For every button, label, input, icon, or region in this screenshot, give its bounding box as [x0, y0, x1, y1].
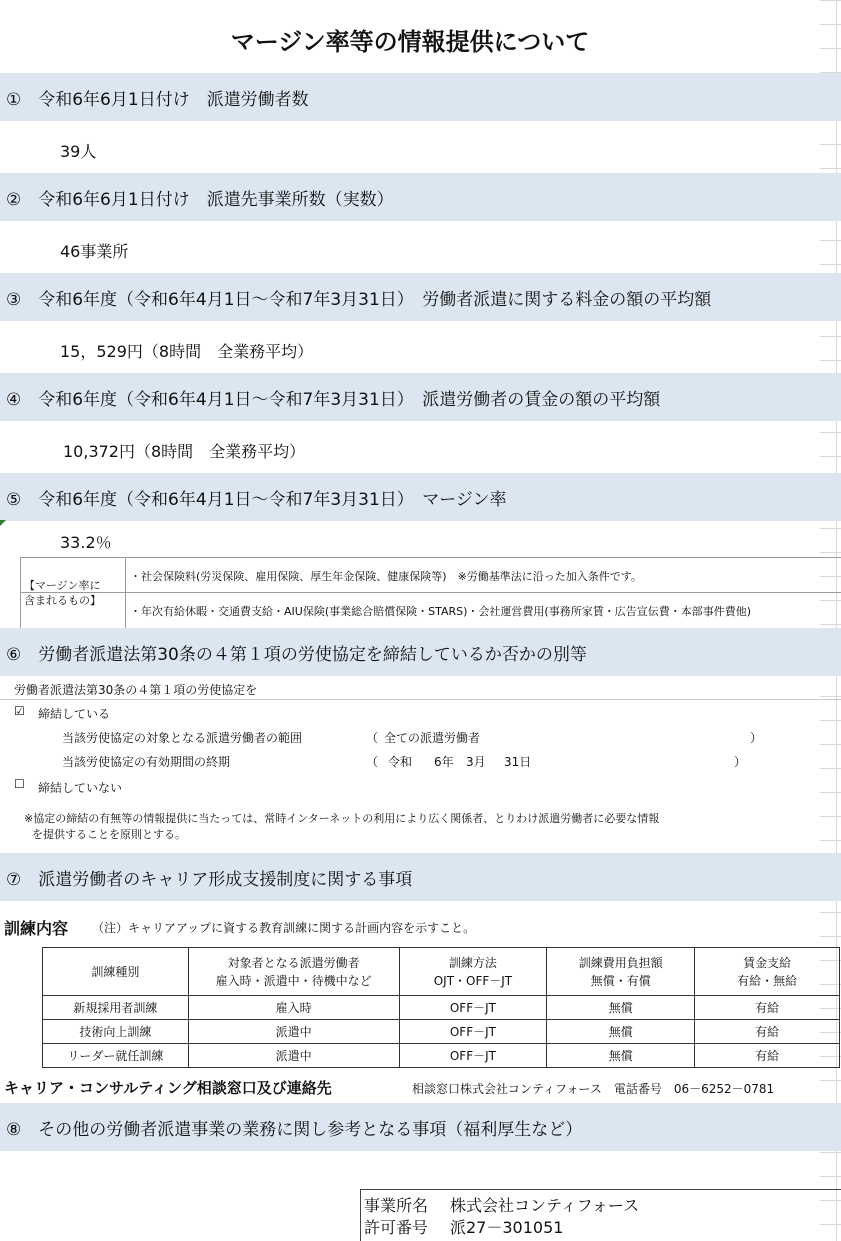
table-cell: 雇入時: [188, 996, 399, 1020]
header-wage-payment: 賃金支給 有給・無給: [695, 948, 840, 996]
header-training-type: 訓練種別: [43, 948, 189, 996]
average-fee-value: 15，529円（8時間 全業務平均）: [60, 342, 314, 361]
table-cell: 派遣中: [188, 1020, 399, 1044]
table-cell: リーダー就任訓練: [43, 1044, 189, 1068]
scope-open-paren: （: [366, 731, 379, 745]
section-7-heading: ⑦ 派遣労働者のキャリア形成支援制度に関する事項: [6, 870, 413, 890]
concluded-label: 締結している: [38, 707, 111, 721]
page-title: マージン率等の情報提供について: [230, 28, 590, 56]
scope-close-paren: ）: [750, 731, 763, 745]
table-row: [43, 1020, 840, 1044]
scope-value: 全ての派遣労働者: [384, 731, 481, 745]
table-cell: 有給: [695, 1044, 840, 1068]
table-cell: 新規採用者訓練: [43, 996, 189, 1020]
period-era: 令和: [388, 755, 413, 769]
section-5-band: [0, 473, 841, 521]
table-row: [43, 996, 840, 1020]
section-7-band: [0, 853, 841, 901]
table-row: [43, 1044, 840, 1068]
consultation-detail: 相談窓口株式会社コンティフォース 電話番号 06－6252－0781: [412, 1082, 775, 1096]
section-8-band: [0, 1103, 841, 1151]
table-cell: 派遣中: [188, 1044, 399, 1068]
included-box-left-border: [20, 557, 21, 628]
license-number-value: 派27－301051: [450, 1218, 564, 1237]
included-box-middle-border: [20, 592, 841, 593]
included-label-line2: 含まれるもの】: [24, 594, 101, 607]
section-2-band: [0, 173, 841, 221]
period-day: 31日: [504, 755, 532, 769]
cell-comment-marker: [0, 520, 6, 526]
period-open-paren: （: [366, 755, 379, 769]
header-target-worker: 対象者となる派遣労働者 雇入時・派遣中・待機中など: [188, 948, 399, 996]
period-close-paren: ）: [734, 755, 747, 769]
concluded-checkbox[interactable]: ☑: [14, 704, 25, 718]
section-3-heading: ③ 令和6年度（令和6年4月1日～令和7年3月31日） 労働者派遣に関する料金の額の平均額: [6, 290, 712, 310]
section-4-band: [0, 373, 841, 421]
footer-top-border: [360, 1189, 841, 1190]
included-box-top-border: [20, 557, 841, 558]
training-table-header-row: [43, 948, 840, 996]
office-name-label: 事業所名: [364, 1196, 429, 1215]
period-year: 6年: [434, 755, 454, 769]
consultation-title: キャリア・コンサルティング相談窓口及び連絡先: [4, 1079, 332, 1097]
section-6-heading: ⑥ 労働者派遣法第30条の４第１項の労使協定を締結しているか否かの別等: [6, 645, 587, 665]
table-cell: 有給: [695, 996, 840, 1020]
period-month: 3月: [466, 755, 486, 769]
agreement-intro: 労働者派遣法第30条の４第１項の労使協定を: [14, 683, 258, 697]
included-label-line1: 【マージン率に: [24, 579, 101, 592]
section-2-heading: ② 令和6年6月1日付け 派遣先事業所数（実数）: [6, 190, 394, 210]
table-cell: 無償: [547, 1020, 695, 1044]
table-cell: OFF－JT: [399, 1044, 547, 1068]
training-note: （注）キャリアアップに資する教育訓練に関する計画内容を示すこと。: [92, 921, 476, 935]
not-concluded-checkbox[interactable]: ☐: [14, 777, 25, 791]
section-3-band: [0, 273, 841, 321]
included-item-1: ・社会保険料(労災保険、雇用保険、厚生年金保険、健康保険等) ※労働基準法に沿った加入条件です。: [130, 570, 642, 583]
training-title: 訓練内容: [4, 919, 69, 938]
included-box-divider: [125, 557, 126, 628]
section-5-heading: ⑤ 令和6年度（令和6年4月1日～令和7年3月31日） マージン率: [6, 490, 507, 510]
training-table: [42, 947, 840, 1068]
table-cell: OFF－JT: [399, 996, 547, 1020]
not-concluded-label: 締結していない: [38, 781, 123, 795]
section-4-heading: ④ 令和6年度（令和6年4月1日～令和7年3月31日） 派遣労働者の賃金の額の平均額: [6, 390, 661, 410]
period-label: 当該労使協定の有効期間の終期: [62, 755, 231, 769]
table-cell: 有給: [695, 1020, 840, 1044]
license-number-label: 許可番号: [364, 1218, 429, 1237]
row-divider: [0, 699, 841, 700]
included-item-2: ・年次有給休暇・交通費支給・AIU保険(事業総合賠償保険・STARS)・会社運営費用(事務所家賃・広告宣伝費・本部事件費他): [130, 605, 751, 618]
section-1-heading: ① 令和6年6月1日付け 派遣労働者数: [6, 90, 309, 110]
average-wage-value: 10,372円（8時間 全業務平均）: [63, 442, 306, 461]
section-6-band: [0, 628, 841, 676]
table-cell: 技術向上訓練: [43, 1020, 189, 1044]
margin-rate-value: 33.2％: [60, 533, 112, 552]
office-name-value: 株式会社コンティフォース: [450, 1196, 640, 1215]
section-1-band: [0, 73, 841, 121]
header-training-method: 訓練方法 OJT・OFF－JT: [399, 948, 547, 996]
header-training-cost: 訓練費用負担額 無償・有償: [547, 948, 695, 996]
agreement-note-line2: を提供することを原則とする。: [32, 828, 186, 841]
footer-left-border: [360, 1189, 361, 1241]
table-cell: 無償: [547, 1044, 695, 1068]
agreement-note-line1: ※協定の締結の有無等の情報提供に当たっては、常時インターネットの利用により広く関係者、とりわけ派遣労働者に必要な情報: [24, 812, 660, 825]
worker-count-value: 39人: [60, 142, 97, 161]
scope-label: 当該労使協定の対象となる派遣労働者の範囲: [62, 731, 303, 745]
table-cell: OFF－JT: [399, 1020, 547, 1044]
table-cell: 無償: [547, 996, 695, 1020]
section-8-heading: ⑧ その他の労働者派遣事業の業務に関し参考となる事項（福利厚生など）: [6, 1120, 583, 1140]
office-count-value: 46事業所: [60, 242, 129, 261]
